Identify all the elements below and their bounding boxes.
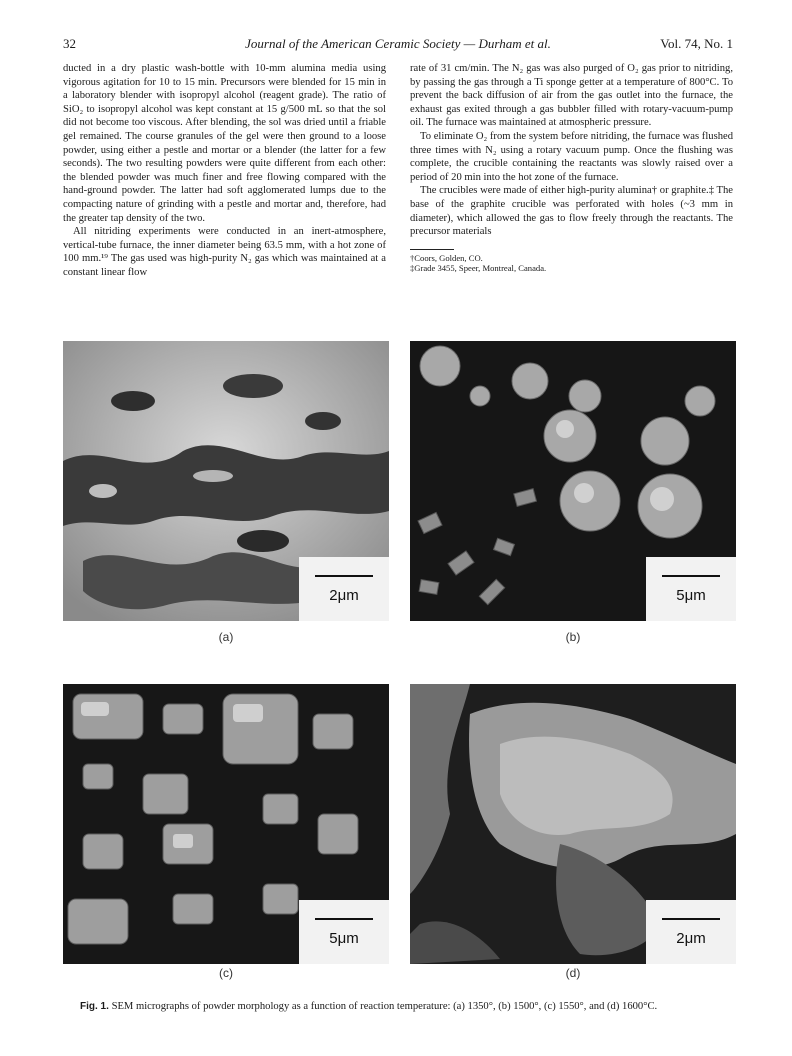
footnote: ‡Grade 3455, Speer, Montreal, Canada. bbox=[410, 263, 547, 274]
footnote: †Coors, Golden, CO. bbox=[410, 252, 483, 263]
scale-box bbox=[299, 557, 389, 621]
scale-label: 5μm bbox=[676, 587, 706, 604]
scale-box bbox=[646, 557, 736, 621]
scale-bar bbox=[315, 575, 373, 577]
running-header bbox=[63, 36, 733, 54]
paragraph: All nitriding experiments were conducted in an inert-atmosphere, vertical-tube furnace, the inner diameter being 63.5 mm, with a hot zone of 100 mm.¹⁹ The gas used was high-purity N₂ gas which was maintained at a constant linear flow bbox=[63, 226, 386, 278]
paragraph: rate of 31 cm/min. The N₂ gas was also purged of O₂ gas prior to nitriding, by passing the gas through a Ti sponge getter at a temperature of 800°C. To prevent the back diffusion of air from the gas outlet into the furnace, the exhaust gas exited through a gas bubbler filled with rotary-vacuum-pump oil. The furnace was maintained at atmospheric pressure. bbox=[410, 63, 733, 129]
page-number: 32 bbox=[63, 36, 76, 51]
scale-label: 2μm bbox=[676, 930, 706, 947]
caption-text: SEM micrographs of powder morphology as a function of reaction temperature: (a) 1350°, (b) 1500°, (c) 1550°, and (d) 1600°C. bbox=[111, 1001, 658, 1012]
scale-bar bbox=[662, 918, 720, 920]
micrograph-b bbox=[410, 341, 736, 621]
panel-label-a: (a) bbox=[218, 630, 234, 644]
paragraph: The crucibles were made of either high-purity alumina† or graphite.‡ The base of the graphite crucible was perforated with holes (~3 mm in diameter), which allowed the gas to flow freely through the reactants. The precursor materials bbox=[410, 185, 733, 238]
micrograph-d bbox=[410, 684, 736, 964]
paragraph: To eliminate O₂ from the system before nitriding, the furnace was flushed three times with N₂ using a rotary vacuum pump. Once the flushing was complete, the crucible containing the reactants was slowly raised over a period of 20 min into the hot zone of the furnace. bbox=[410, 130, 733, 183]
figure-caption bbox=[80, 1000, 730, 1013]
footnote-rule bbox=[410, 249, 454, 250]
scale-bar bbox=[315, 918, 373, 920]
left-column bbox=[63, 62, 386, 280]
panel-label-d: (d) bbox=[565, 966, 581, 980]
right-column bbox=[410, 62, 733, 274]
micrograph-a bbox=[63, 341, 389, 621]
micrograph-c bbox=[63, 684, 389, 964]
journal-title: Journal of the American Ceramic Society — Durham et al. bbox=[245, 36, 551, 51]
figure-label: Fig. 1. bbox=[80, 1001, 109, 1012]
scale-label: 5μm bbox=[329, 930, 359, 947]
volume-issue: Vol. 74, No. 1 bbox=[660, 36, 733, 51]
panel-label-c: (c) bbox=[219, 966, 233, 980]
scale-box bbox=[646, 900, 736, 964]
panel-label-b: (b) bbox=[565, 630, 581, 644]
paragraph: ducted in a dry plastic wash-bottle with 10-mm alumina media using vigorous agitation for 10 to 15 min. Precursors were blended for 15 min in a laboratory blender with isopropyl alcohol (reagent grade). The ratio of SiO₂ to isopropyl alcohol was kept constant at 15 g/500 mL so that the sol did not become too viscous. After blending, the sol was dried until a friable gel remained. The course granules of the gel were then ground to a loose powder, using either a pestle and mortar or a blender (the latter for a few seconds). The two resulting powders were quite different from each other: the blended powder was much finer and free flowing compared with the hand-ground powder. The latter had soft agglomerated lumps due to the compacting nature of grinding with a pestle and mortar and, therefore, had the greater tap density of the two. bbox=[63, 63, 386, 224]
scale-box bbox=[299, 900, 389, 964]
scale-label: 2μm bbox=[329, 587, 359, 604]
scale-bar bbox=[662, 575, 720, 577]
